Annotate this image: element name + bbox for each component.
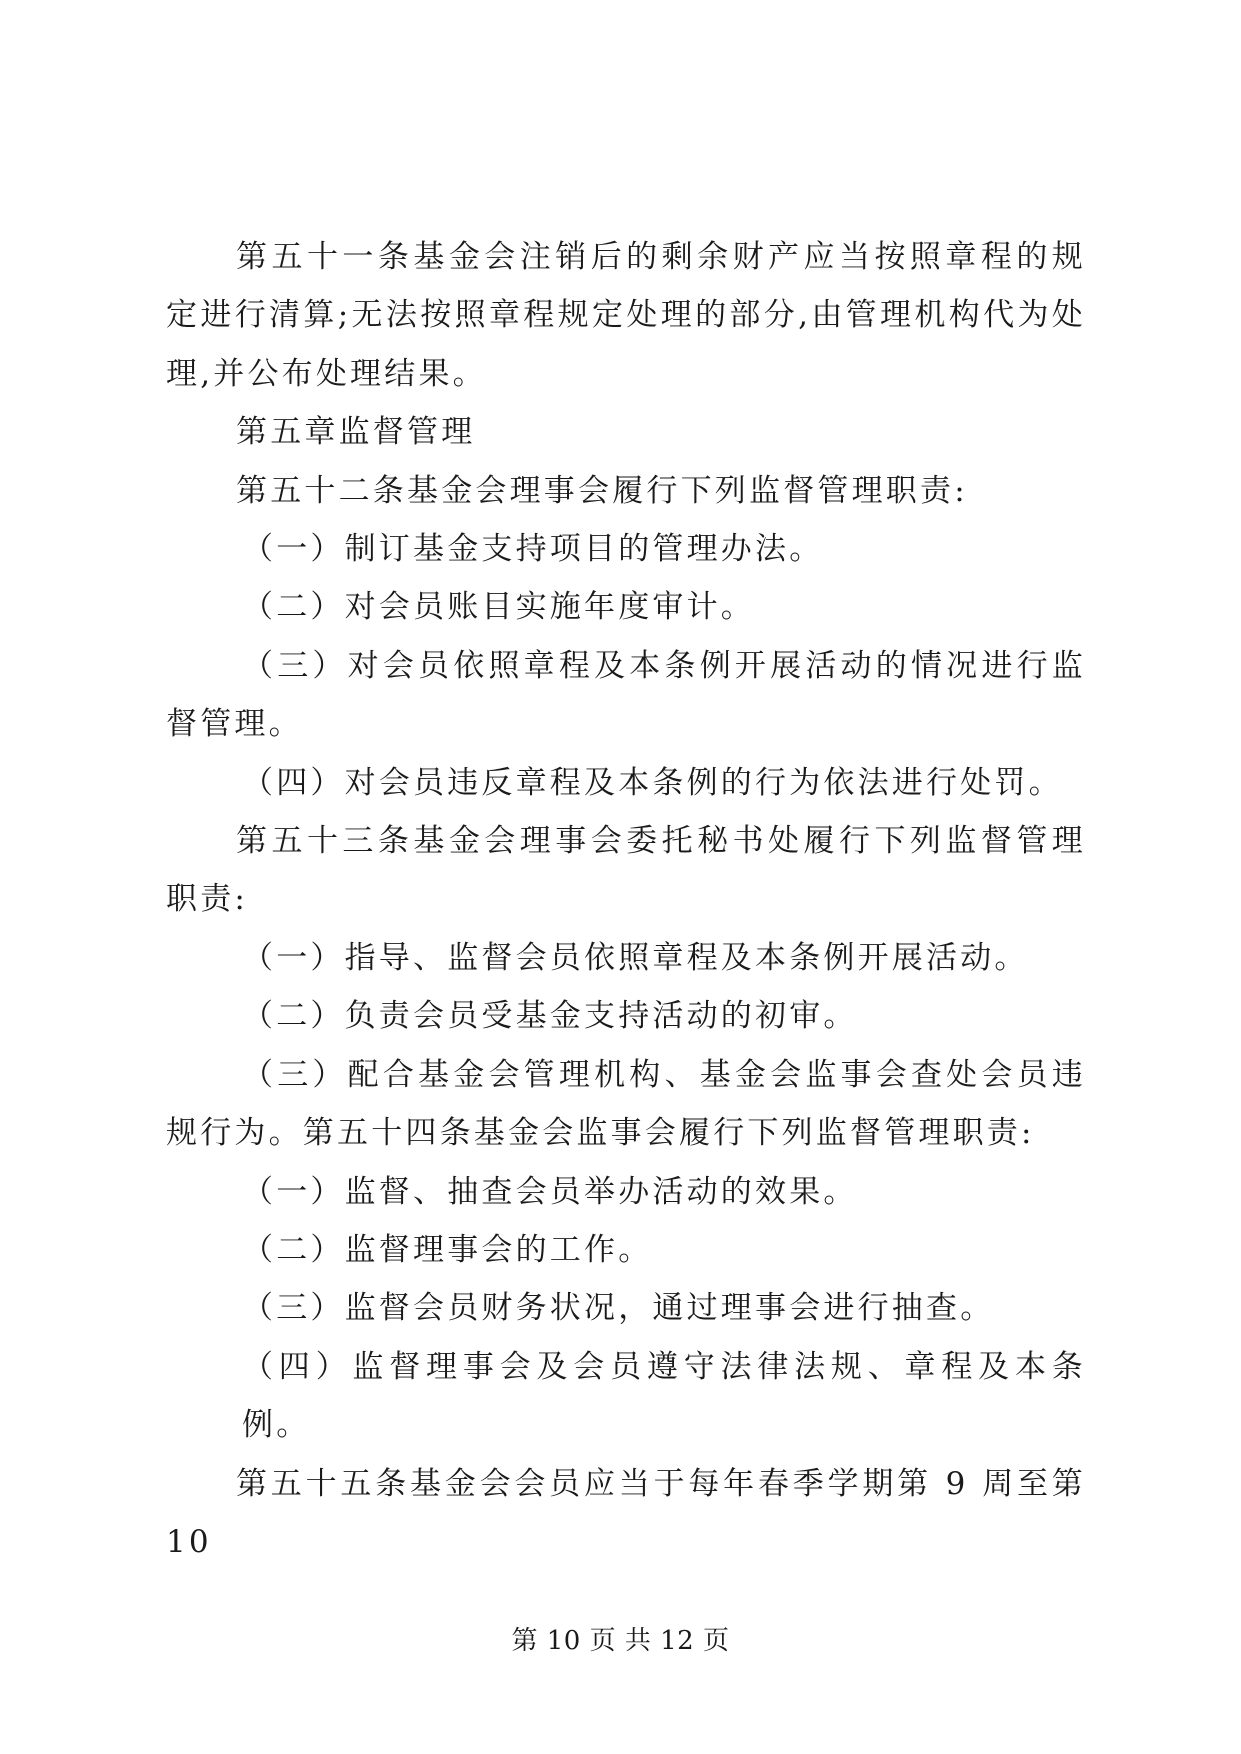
article-54-item-2: （二）监督理事会的工作。 [242, 1231, 653, 1268]
article-55-paragraph: 第五十五条基金会会员应当于每年春季学期第 9 周至第 10 [166, 1465, 1086, 1560]
article-54-item-3: （三）监督会员财务状况，通过理事会进行抽查。 [242, 1290, 995, 1327]
chapter-5-heading: 第五章监督管理 [236, 414, 476, 451]
article-53-item-3-and-article-54: （三）配合基金会管理机构、基金会监事会查处会员违规行为。第五十四条基金会监事会履行下列监督管理职责: [166, 1056, 1086, 1152]
article-52-paragraph: 第五十二条基金会理事会履行下列监督管理职责: [236, 472, 968, 509]
article-53-item-2: （二）负责会员受基金支持活动的初审。 [242, 998, 858, 1035]
page-number-footer: 第 10 页 共 12 页 [511, 1626, 730, 1656]
article-51-paragraph: 第五十一条基金会注销后的剩余财产应当按照章程的规定进行清算;无法按照章程规定处理的部分,由管理机构代为处理,并公布处理结果。 [166, 239, 1086, 392]
article-52-item-3: （三）对会员依照章程及本条例开展活动的情况进行监督管理。 [166, 647, 1086, 743]
article-52-item-1: （一）制订基金支持项目的管理办法。 [242, 531, 824, 568]
document-body [166, 228, 1086, 1571]
article-53-item-1: （一）指导、监督会员依照章程及本条例开展活动。 [242, 939, 1029, 976]
article-54-item-1: （一）监督、抽查会员举办活动的效果。 [242, 1173, 858, 1210]
article-53-paragraph: 第五十三条基金会理事会委托秘书处履行下列监督管理职责: [166, 823, 1086, 918]
article-52-item-2: （二）对会员账目实施年度审计。 [242, 589, 755, 626]
article-54-item-4: （四）监督理事会及会员遵守法律法规、章程及本条例。 [242, 1348, 1086, 1444]
article-52-item-4: （四）对会员违反章程及本条例的行为依法进行处罚。 [242, 764, 1063, 801]
